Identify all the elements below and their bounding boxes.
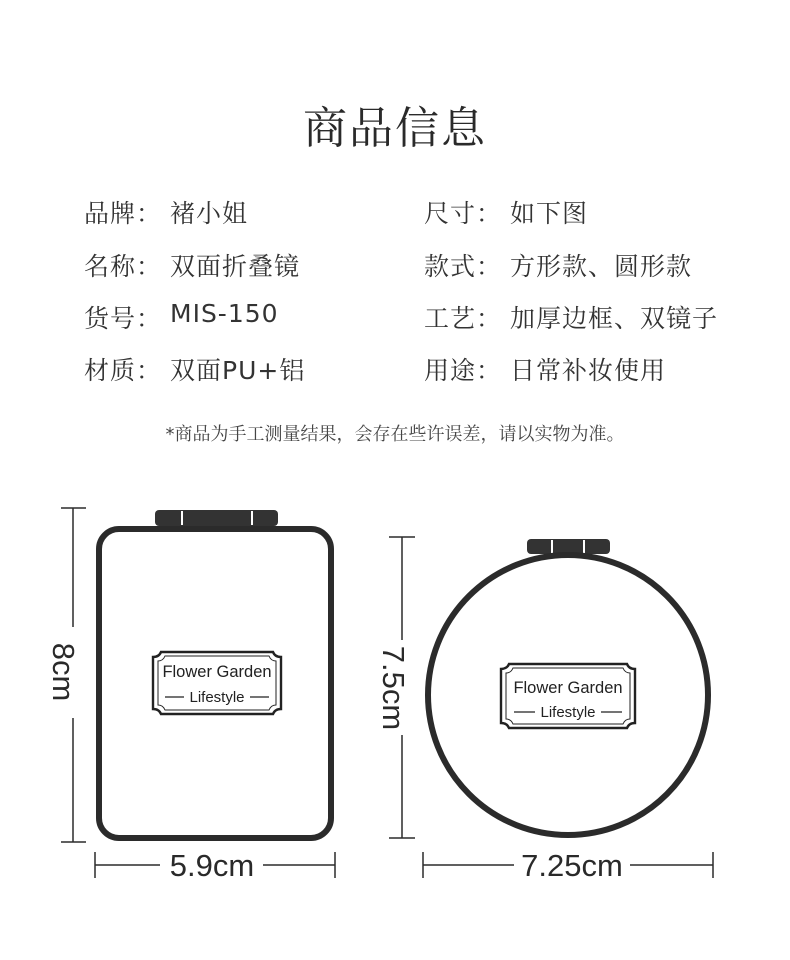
spec-label: 用途： — [424, 356, 503, 385]
logo-line2: Lifestyle — [540, 704, 596, 721]
flower-garden-logo — [501, 664, 635, 728]
spec-value: MIS-150 — [170, 299, 279, 328]
round-height-label: 7.5cm — [375, 645, 411, 731]
logo-line1: Flower Garden — [513, 679, 623, 697]
spec-label: 尺寸： — [424, 199, 503, 228]
spec-label: 材质： — [84, 356, 163, 385]
spec-value: 双面折叠镜 — [170, 252, 301, 281]
spec-value: 双面PU+铝 — [170, 356, 306, 385]
flower-garden-logo — [153, 652, 281, 714]
round-width-label: 7.25cm — [521, 848, 623, 883]
spec-value: 日常补妆使用 — [510, 356, 667, 385]
spec-value: 方形款、圆形款 — [510, 252, 693, 281]
square-mirror-hinge — [155, 510, 278, 526]
spec-value: 褚小姐 — [170, 199, 249, 228]
spec-label: 品牌： — [84, 199, 163, 228]
measurement-note: *商品为手工测量结果，会存在些许误差，请以实物为准。 — [165, 424, 625, 445]
page-title: 商品信息 — [303, 103, 487, 154]
square-height-label: 8cm — [45, 642, 81, 702]
spec-label: 款式： — [424, 252, 503, 281]
spec-label: 工艺： — [424, 304, 503, 333]
spec-value: 如下图 — [510, 199, 589, 228]
square-mirror — [99, 510, 331, 838]
round-mirror-hinge — [527, 539, 610, 554]
logo-line1: Flower Garden — [162, 663, 272, 681]
spec-label: 名称： — [84, 252, 163, 281]
spec-label: 货号： — [84, 304, 163, 333]
spec-value: 加厚边框、双镜子 — [510, 304, 719, 333]
logo-line2: Lifestyle — [189, 689, 245, 706]
square-width-label: 5.9cm — [169, 848, 255, 883]
round-mirror — [428, 539, 708, 835]
